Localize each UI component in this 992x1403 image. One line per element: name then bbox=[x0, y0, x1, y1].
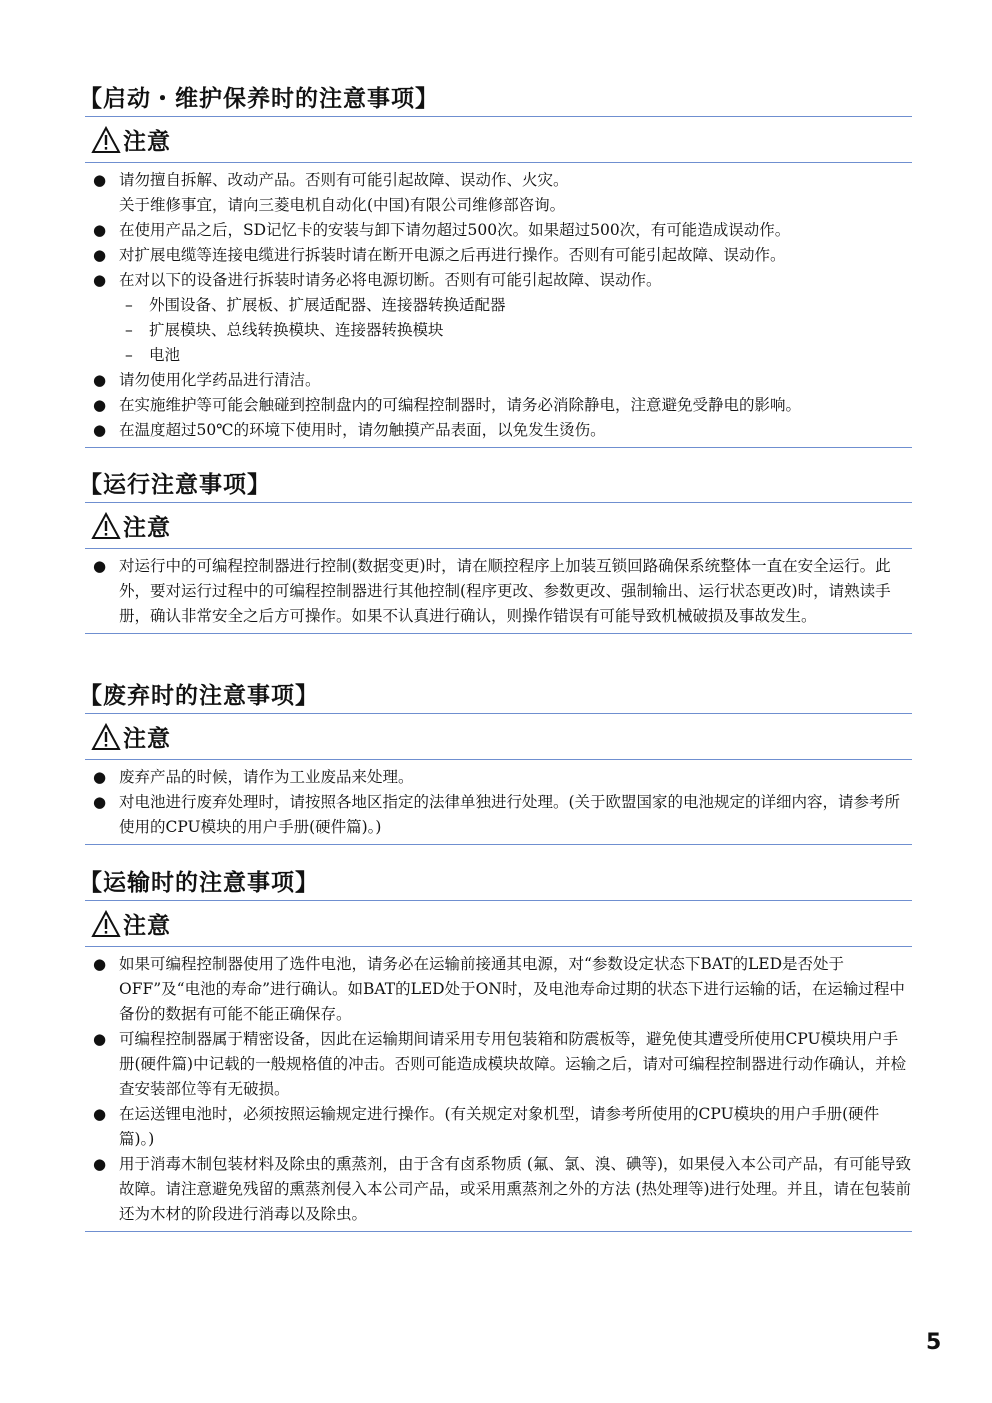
item-text: 在运送锂电池时，必须按照运输规定进行操作。(有关规定对象机型，请参考所使用的CPU模块的用户手册(硬件篇)。) bbox=[119, 1105, 880, 1148]
caution-list bbox=[85, 760, 912, 844]
bullet: ● bbox=[93, 396, 107, 414]
item-text: 如果可编程控制器使用了选件电池，请务必在运输前接通其电源，对“参数设定状态下BAT的LED是否处于OFF”及“电池的寿命”进行确认。如BAT的LED处于ON时，及电池寿命过期的状态下进行运输的话，在运输过程中备份的数据有可能不能正确保存。 bbox=[119, 955, 905, 1023]
bullet: ● bbox=[93, 793, 107, 811]
caution-label: 注意 bbox=[123, 129, 171, 155]
sub-list-item bbox=[85, 318, 912, 343]
dash: – bbox=[125, 296, 133, 314]
caution-label: 注意 bbox=[123, 726, 171, 752]
bullet: ● bbox=[93, 371, 107, 389]
list-item bbox=[85, 193, 912, 218]
divider bbox=[85, 447, 912, 448]
section-operation bbox=[79, 468, 912, 634]
bullet: ● bbox=[93, 1155, 107, 1173]
bullet: ● bbox=[93, 421, 107, 439]
section-disposal bbox=[79, 679, 912, 845]
sub-list-item bbox=[85, 293, 912, 318]
section-title: 【运输时的注意事项】 bbox=[79, 870, 319, 896]
bullet: ● bbox=[93, 246, 107, 264]
item-text: 在使用产品之后，SD记忆卡的安装与卸下请勿超过500次。如果超过500次，有可能造成误动作。 bbox=[119, 221, 791, 239]
bullet: ● bbox=[93, 271, 107, 289]
list-item bbox=[85, 418, 912, 443]
item-text: 关于维修事宜，请向三菱电机自动化(中国)有限公司维修部咨询。 bbox=[119, 196, 566, 214]
list-item bbox=[85, 1102, 912, 1152]
divider bbox=[85, 1231, 912, 1232]
warning-triangle-icon bbox=[91, 126, 121, 154]
item-text: 可编程控制器属于精密设备，因此在运输期间请采用专用包装箱和防震板等，避免使其遭受所使用CPU模块用户手册(硬件篇)中记载的一般规格值的冲击。否则可能造成模块故障。运输之后，请对可编程控制器进行动作确认，并检查安装部位等有无破损。 bbox=[119, 1030, 907, 1098]
bullet: ● bbox=[93, 171, 107, 189]
bullet: ● bbox=[93, 1030, 107, 1048]
list-item bbox=[85, 765, 912, 790]
item-text: 对运行中的可编程控制器进行控制(数据变更)时，请在顺控程序上加装互锁回路确保系统整体一直在安全运行。此外，要对运行过程中的可编程控制器进行其他控制(程序更改、参数更改、强制输出、运行状态更改)时，请熟读手册，确认非常安全之后方可操作。如果不认真进行确认，则操作错误有可能导致机械破损及事故发生。 bbox=[119, 557, 891, 625]
item-text: 废弃产品的时候，请作为工业废品来处理。 bbox=[119, 768, 414, 786]
section-startup-maintenance bbox=[79, 82, 912, 448]
list-item bbox=[85, 168, 912, 193]
item-text: 在温度超过50℃的环境下使用时，请勿触摸产品表面，以免发生烫伤。 bbox=[119, 421, 606, 439]
list-item bbox=[85, 952, 912, 1027]
bullet: ● bbox=[93, 955, 107, 973]
bullet: ● bbox=[93, 221, 107, 239]
list-item bbox=[85, 554, 912, 629]
section-title: 【运行注意事项】 bbox=[79, 472, 271, 498]
section-title: 【启动・维护保养时的注意事项】 bbox=[79, 86, 439, 112]
warning-triangle-icon bbox=[91, 723, 121, 751]
caution-header bbox=[85, 714, 912, 759]
bullet: ● bbox=[93, 768, 107, 786]
dash: – bbox=[125, 346, 133, 364]
list-item bbox=[85, 393, 912, 418]
caution-label: 注意 bbox=[123, 913, 171, 939]
warning-triangle-icon bbox=[91, 512, 121, 540]
dash: – bbox=[125, 321, 133, 339]
caution-list bbox=[85, 549, 912, 633]
item-text: 在实施维护等可能会触碰到控制盘内的可编程控制器时，请务必消除静电，注意避免受静电的影响。 bbox=[119, 396, 802, 414]
list-item bbox=[85, 1027, 912, 1102]
item-text: 请勿擅自拆解、改动产品。否则有可能引起故障、误动作、火灾。 bbox=[119, 171, 569, 189]
list-item bbox=[85, 268, 912, 293]
caution-header bbox=[85, 117, 912, 162]
list-item bbox=[85, 243, 912, 268]
page-number: 5 bbox=[926, 1330, 942, 1355]
item-text: 请勿使用化学药品进行清洁。 bbox=[119, 371, 321, 389]
list-item bbox=[85, 218, 912, 243]
bullet: ● bbox=[93, 1105, 107, 1123]
bullet: ● bbox=[93, 557, 107, 575]
sub-item-text: 扩展模块、总线转换模块、连接器转换模块 bbox=[149, 321, 444, 339]
divider bbox=[85, 633, 912, 634]
item-text: 在对以下的设备进行拆装时请务必将电源切断。否则有可能引起故障、误动作。 bbox=[119, 271, 662, 289]
sub-item-text: 外围设备、扩展板、扩展适配器、连接器转换适配器 bbox=[149, 296, 506, 314]
caution-label: 注意 bbox=[123, 515, 171, 541]
item-text: 对扩展电缆等连接电缆进行拆装时请在断开电源之后再进行操作。否则有可能引起故障、误动作。 bbox=[119, 246, 786, 264]
item-text: 对电池进行废弃处理时，请按照各地区指定的法律单独进行处理。(关于欧盟国家的电池规定的详细内容，请参考所使用的CPU模块的用户手册(硬件篇)。) bbox=[119, 793, 901, 836]
caution-list bbox=[85, 163, 912, 447]
list-item bbox=[85, 1152, 912, 1227]
caution-header bbox=[85, 503, 912, 548]
section-title: 【废弃时的注意事项】 bbox=[79, 683, 319, 709]
bullet bbox=[85, 193, 119, 218]
sub-list-item bbox=[85, 343, 912, 368]
caution-header bbox=[85, 901, 912, 946]
divider bbox=[85, 844, 912, 845]
warning-triangle-icon bbox=[91, 910, 121, 938]
list-item bbox=[85, 790, 912, 840]
list-item bbox=[85, 368, 912, 393]
sub-item-text: 电池 bbox=[149, 346, 181, 364]
section-transport bbox=[79, 866, 912, 1232]
item-text: 用于消毒木制包装材料及除虫的熏蒸剂，由于含有卤系物质 (氟、氯、溴、碘等)，如果侵入本公司产品，有可能导致故障。请注意避免残留的熏蒸剂侵入本公司产品，或采用熏蒸剂之外的方法 (热处理等)进行处理。并且，请在包装前还为木材的阶段进行消毒以及除虫。 bbox=[119, 1155, 912, 1223]
caution-list bbox=[85, 947, 912, 1231]
